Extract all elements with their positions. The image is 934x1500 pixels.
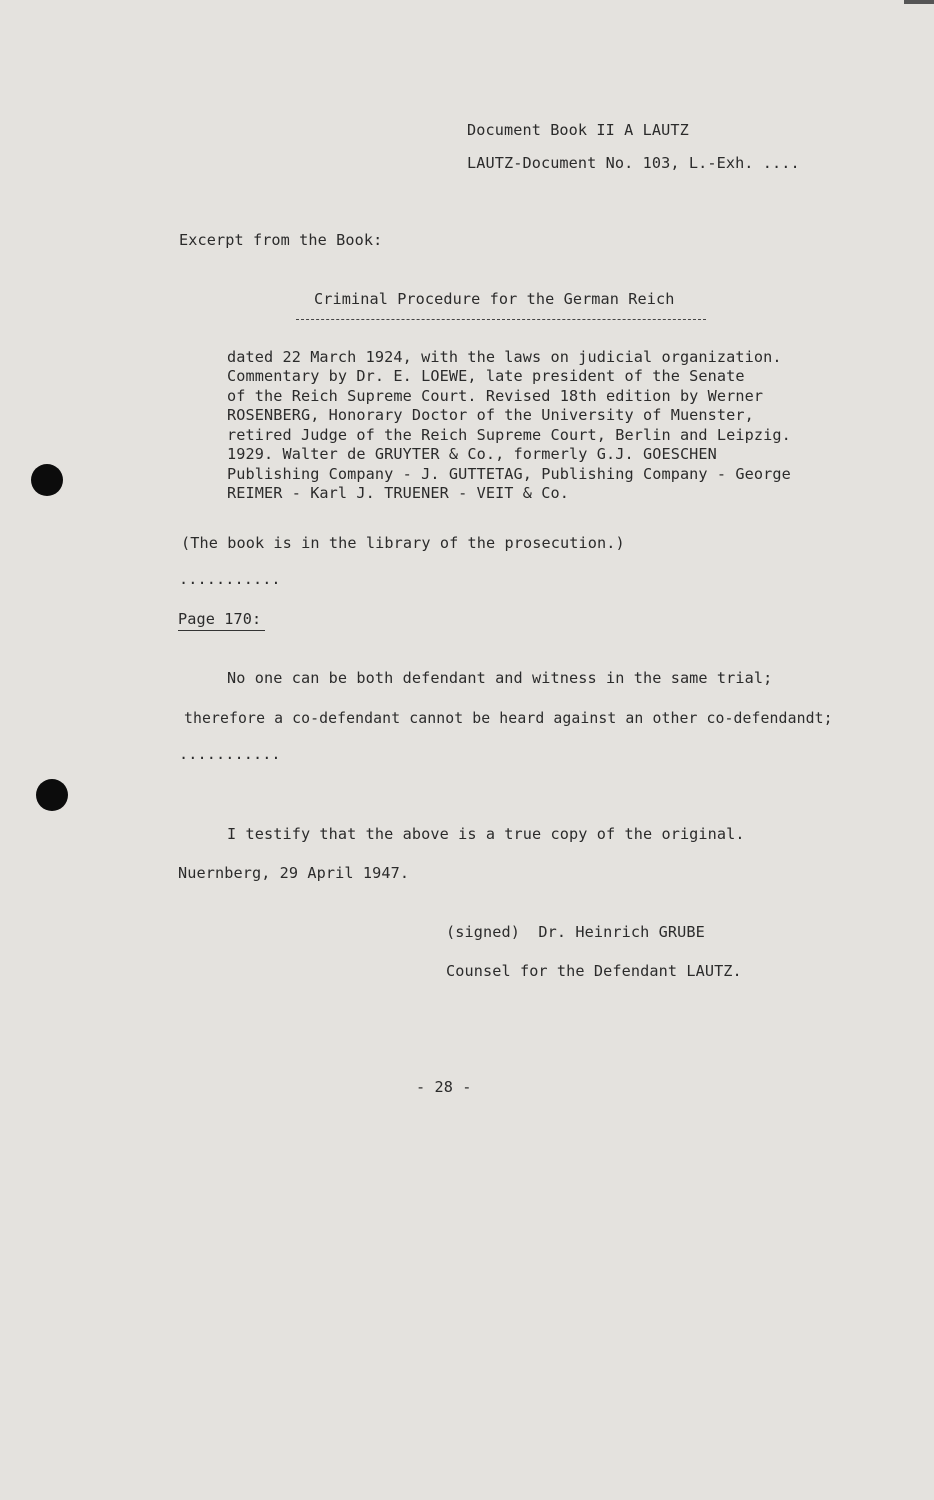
header-line-1: Document Book II A LAUTZ (467, 121, 689, 139)
ellipsis-2: ........... (179, 745, 281, 763)
book-info-line: REIMER - Karl J. TRUENER - VEIT & Co. (227, 484, 570, 502)
punch-hole-top (31, 464, 63, 496)
title-dashed-rule (296, 319, 706, 320)
certification-text: I testify that the above is a true copy of the original. (227, 825, 745, 843)
ellipsis-1: ........... (179, 570, 281, 588)
quote-line-2: therefore a co-defendant cannot be heard against an other co-defendandt; (184, 710, 833, 727)
book-info-line: retired Judge of the Reich Supreme Court, Berlin and Leipzig. (227, 426, 791, 444)
book-info-line: of the Reich Supreme Court. Revised 18th edition by Werner (227, 387, 764, 405)
punch-hole-bottom (36, 779, 68, 811)
book-title: Criminal Procedure for the German Reich (314, 290, 675, 308)
page-reference: Page 170: (178, 610, 262, 628)
book-info-line: 1929. Walter de GRUYTER & Co., formerly G.J. GOESCHEN (227, 445, 717, 463)
page-reference-underline (178, 630, 265, 631)
book-info-line: Publishing Company - J. GUTTETAG, Publishing Company - George (227, 465, 791, 483)
signature-line: (signed) Dr. Heinrich GRUBE (446, 923, 705, 941)
page-number: - 28 - (416, 1078, 472, 1096)
signer-role: Counsel for the Defendant LAUTZ. (446, 962, 742, 980)
book-info-line: dated 22 March 1924, with the laws on judicial organization. (227, 348, 782, 366)
book-info-line: Commentary by Dr. E. LOEWE, late president of the Senate (227, 367, 745, 385)
intro-text: Excerpt from the Book: (179, 231, 383, 249)
page-corner-mark (904, 0, 934, 4)
quote-line-1: No one can be both defendant and witness in the same trial; (227, 669, 773, 687)
library-note: (The book is in the library of the prosecution.) (181, 534, 625, 552)
book-info-line: ROSENBERG, Honorary Doctor of the University of Muenster, (227, 406, 754, 424)
place-date: Nuernberg, 29 April 1947. (178, 864, 410, 882)
header-line-2: LAUTZ-Document No. 103, L.-Exh. .... (467, 154, 800, 172)
